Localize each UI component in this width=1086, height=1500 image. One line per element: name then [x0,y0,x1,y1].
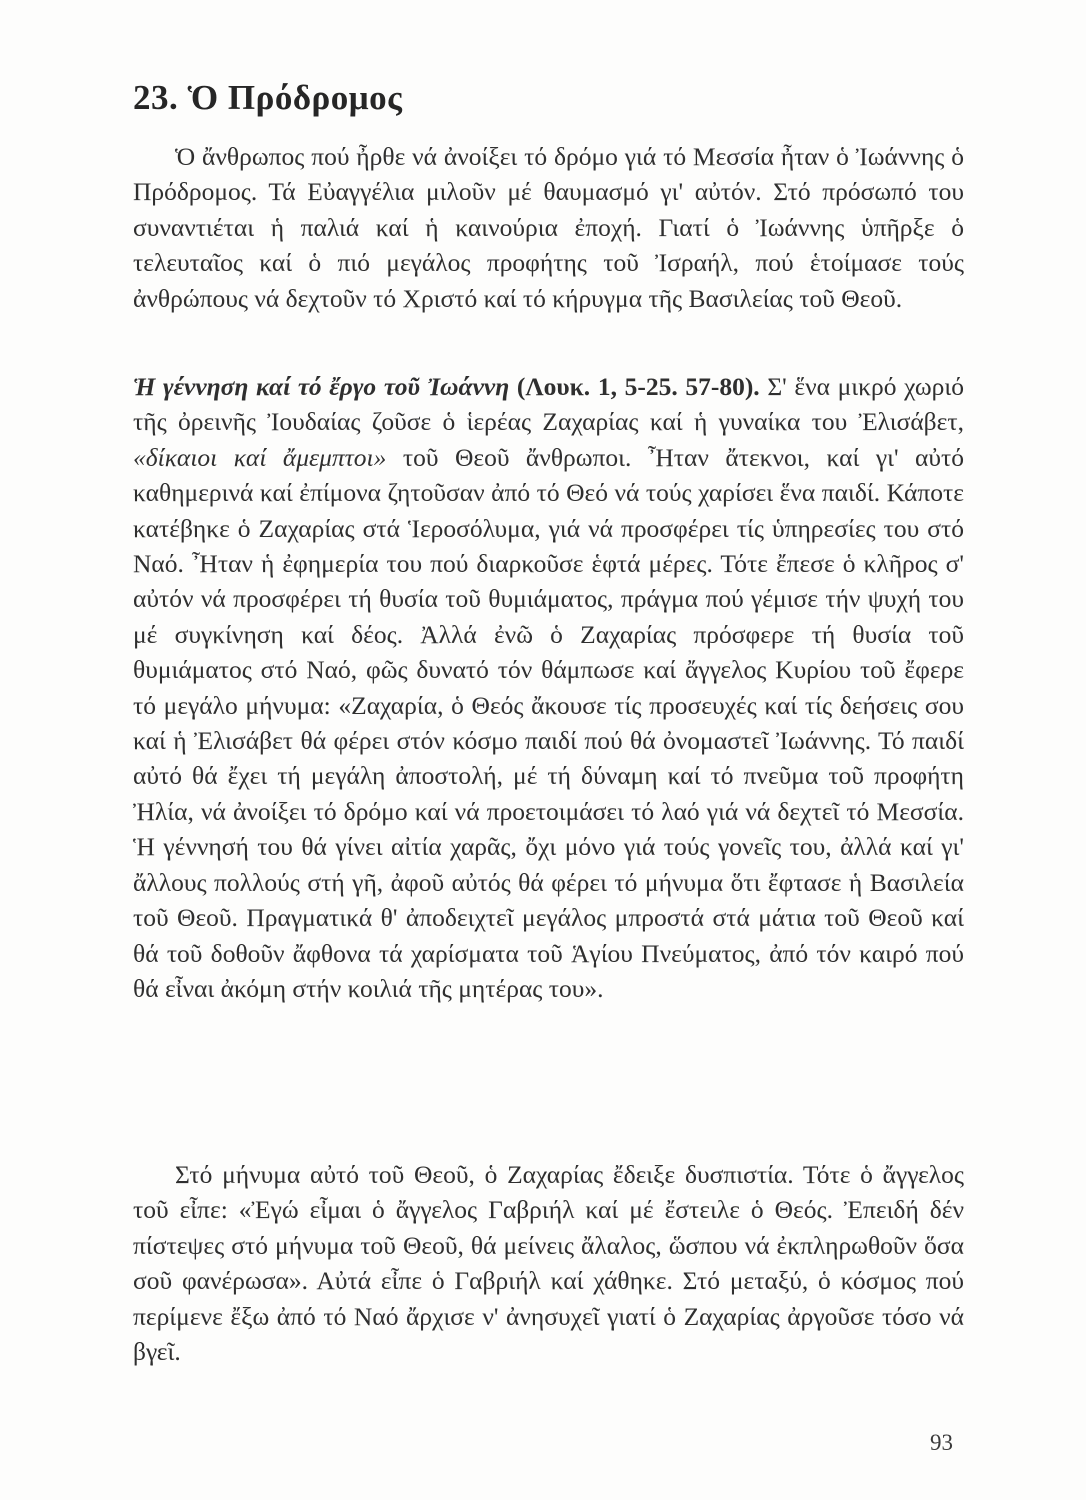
chapter-title: 23. Ὁ Πρόδρομος [133,78,403,117]
section-heading: Ἡ γέννηση καί τό ἔργο τοῦ Ἰωάννη [133,372,510,401]
section-text-part-b: τοῦ Θεοῦ ἄνθρωποι. Ἦταν ἄτεκνοι, καί γι' αὐτό καθημερινά καί ἐπίμονα ζητοῦσαν ἀπό τό Θεό νά τούς χαρίσει ἕνα παιδί. Κάποτε κατέβηκε ὁ Ζαχαρίας στά Ἱεροσόλυμα, γιά νά προσφέρει τίς ὑπηρεσίες του στό Ναό. Ἦταν ἡ ἐφημερία του πού διαρκοῦσε ἑφτά μέρες. Τότε ἔπεσε ὁ κλῆρος σ' αὐτόν νά προσφέρει τή θυσία τοῦ θυμιάματος, πράγμα πού γέμισε τήν ψυχή του μέ συγκίνηση καί δέος. Ἀλλά ἐνῶ ὁ Ζαχαρίας πρόσφερε τή θυσία τοῦ θυμιάματος στό Ναό, φῶς δυνατό τόν θάμπωσε καί ἄγγελος Κυρίου τοῦ ἔφερε τό μεγάλο μήνυμα: «Ζαχαρία, ὁ Θεός ἄκουσε τίς προσευχές καί τίς δεήσεις σου καί ἡ Ἐλισάβετ θά φέρει στόν κόσμο παιδί πού θά ὀνομαστεῖ Ἰωάννης. Τό παιδί αὐτό θά ἔχει τή μεγάλη ἀποστολή, μέ τή δύναμη καί τό πνεῦμα τοῦ προφήτη Ἠλία, νά ἀνοίξει τό δρόμο καί νά προετοιμάσει τό λαό γιά νά δεχτεῖ τό Μεσσία. Ἡ γέννησή του θά γίνει αἰτία χαρᾶς, ὄχι μόνο γιά τούς γονεῖς του, ἀλλά καί γι' ἄλλους πολλούς στή γῆ, ἀφοῦ αὐτός θά φέρει τό μήνυμα ὅτι ἔφτασε ἡ Βασιλεία τοῦ Θεοῦ. Πραγματικά θ' ἀποδειχτεῖ μεγάλος μπροστά στά μάτια τοῦ Θεοῦ καί θά τοῦ δοθοῦν ἄφθονα τά χαρίσματα τοῦ Ἁγίου Πνεύματος, ἀπό τόν καιρό πού θά εἶναι ἀκόμη στήν κοιλιά τῆς μητέρας του». [133,442,964,1003]
section-quote: «δίκαιοι καί ἄμεμπτοι» [133,442,387,472]
section-text-part-a: Σ' ἕνα μικρό χωριό τῆς ὀρεινῆς Ἰουδαίας ζοῦσε ὁ ἱερέας Ζαχαρίας καί ἡ γυναίκα του Ἐλισάβετ, [133,372,964,437]
scripture-reference: (Λουκ. 1, 5-25. 57-80). [516,372,760,401]
section-paragraph [133,369,964,1006]
page-number: 93 [930,1430,953,1455]
closing-paragraph: Στό μήνυμα αὐτό τοῦ Θεοῦ, ὁ Ζαχαρίας ἔδειξε δυσπιστία. Τότε ὁ ἄγγελος τοῦ εἶπε: «Ἐγώ εἶμαι ὁ ἄγγελος Γαβριήλ καί μέ ἔστειλε ὁ Θεός. Ἐπειδή δέν πίστεψες στό μήνυμα τοῦ Θεοῦ, θά μείνεις ἄλαλος, ὥσπου νά ἐκπληρωθοῦν ὅσα σοῦ φανέρωσα». Αὐτά εἶπε ὁ Γαβριήλ καί χάθηκε. Στό μεταξύ, ὁ κόσμος πού περίμενε ἔξω ἀπό τό Ναό ἄρχισε ν' ἀνησυχεῖ γιατί ὁ Ζαχαρίας ἀργοῦσε τόσο νά βγεῖ. [133,1160,964,1367]
intro-paragraph: Ὁ ἄνθρωπος πού ἦρθε νά ἀνοίξει τό δρόμο γιά τό Μεσσία ἦταν ὁ Ἰωάννης ὁ Πρόδρομος. Τά Εὐαγγέλια μιλοῦν μέ θαυμασμό γι' αὐτόν. Στό πρόσωπό του συναντιέται ἡ παλιά καί ἡ καινούρια ἐποχή. Γιατί ὁ Ἰωάννης ὑπῆρξε ὁ τελευταῖος καί ὁ πιό μεγάλος προφήτης τοῦ Ἰσραήλ, πού ἑτοίμασε τούς ἀνθρώπους νά δεχτοῦν τό Χριστό καί τό κήρυγμα τῆς Βασιλείας τοῦ Θεοῦ. [133,142,964,313]
